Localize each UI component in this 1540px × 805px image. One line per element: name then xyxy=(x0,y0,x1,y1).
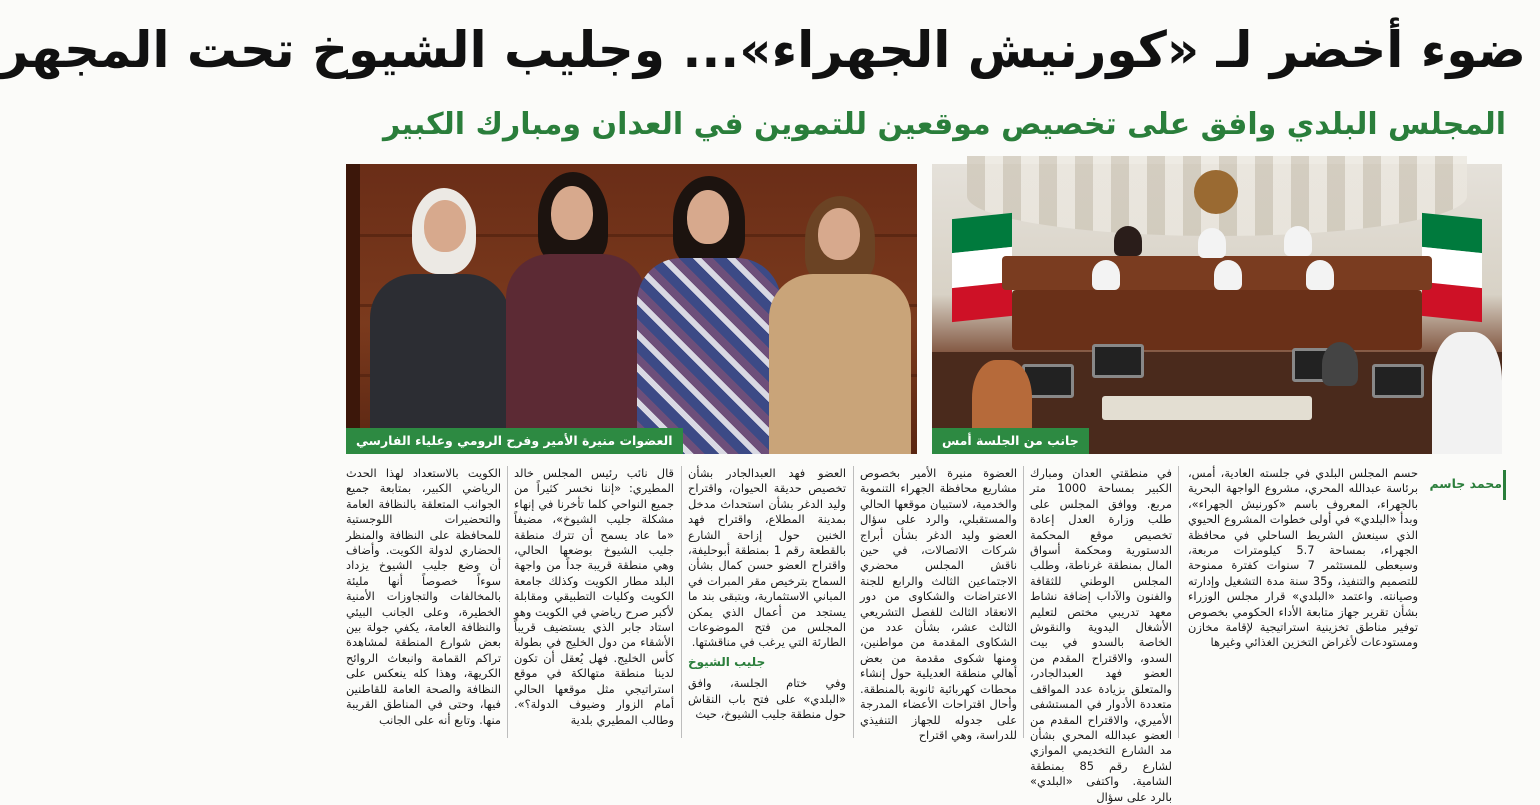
member-figure xyxy=(1198,228,1226,258)
photo-caption: العضوات منيرة الأمير وفرح الرومي وعلياء الفارسي xyxy=(346,428,683,454)
article-column-6: الكويت بالاستعداد لهذا الحدث الرياضي الكبير، بمتابعة جميع الجوانب المتعلقة بالنظافة العامة والتحضيرات اللوجستية للمحافظة على النظافة والمنظر الحضاري لدولة الكويت. وأضاف أن وضع جليب الشيوخ يزداد سوءاً خصوصاً أنها مليئة بالمخالفات والتجاوزات الأمنية الخطيرة، وعلى الجانب البيئي والنظافة العامة، يكفي جولة بين بعض شوارع المنطقة لمشاهدة تراكم القمامة وانبعاث الروائح الكريهة، وهذا كله ينعكس على النظافة والصحة العامة للقاطنين فيها، وحتى في المناطق القريبة منها. وتابع أنه على الجانب xyxy=(346,466,501,727)
article-column-3: العضوة منيرة الأمير بخصوص مشاريع محافظة الجهراء التنموية والخدمية، لاستبيان موقعها الحالي والمستقبلي، والرد على سؤال العضو وليد الدغر بشأن أبراج شركات الاتصالات، في حين ناقش المجلس محضري الاجتماعين الثالث والرابع للجنة الاعتراضات والشكاوى من دور الانعقاد الثالث للفصل التشريعي الثالث عشر، بشأن عدد من الشكاوى المقدمة من مواطنين، ومنها شكوى مقدمة من بعض أهالي منطقة العديلية حول إنشاء محطات كهربائية ثانوية بالمنطقة. وأحال اقتراحات الأعضاء المدرجة على جدوله للجهاز التنفيذي للدراسة، وهي اقتراح xyxy=(860,466,1017,742)
byline: محمد جاسم xyxy=(1429,476,1502,491)
person-figure xyxy=(631,164,781,454)
member-figure xyxy=(1284,226,1312,256)
person-figure xyxy=(761,164,911,454)
section-heading: جليب الشيوخ xyxy=(688,654,766,669)
person-figure xyxy=(496,164,646,454)
article-column-4 xyxy=(688,466,846,738)
person-figure xyxy=(360,174,510,454)
member-figure xyxy=(1306,260,1334,290)
article-column-1: حسم المجلس البلدي في جلسته العادية، أمس، برئاسة عبدالله المحري، مشروع الواجهة البحرية بالجهراء، المعروف باسم «كورنيش الجهراء»، وبدأ «البلدي» في أولى خطوات المشروع الحيوي الذي سينعش الشريط الساحلي في محافظة الجهراء، بمساحة 5.7 كيلومترات مربعة، وسيعطى للمستثمر 7 سنوات كفترة ممنوحة للتصميم والتنفيذ، و35 سنة مدة التشغيل وإدارته وصيانته. واعتمد «البلدي» قرار مجلس الوزراء بشأن تقرير جهاز متابعة الأداء الحكومي بخصوص توفير مناطق تخزينية استراتيجية لإقامة مخازن ومستودعات لأغراض التخزين الغذائي وغيرها xyxy=(1188,466,1418,650)
byline-rule xyxy=(1503,470,1506,500)
member-figure xyxy=(1114,226,1142,256)
photo-council-women xyxy=(346,164,917,454)
headline: ضوء أخضر لـ «كورنيش الجهراء»... وجليب الشيوخ تحت المجهر xyxy=(0,21,1526,79)
photo-caption: جانب من الجلسة أمس xyxy=(932,428,1089,454)
photo-council-session xyxy=(932,164,1502,454)
member-figure xyxy=(1092,260,1120,290)
article-column-5: قال نائب رئيس المجلس خالد المطيري: «إننا نخسر كثيراً من جميع النواحي كلما تأخرنا في إنهاء مشكلة جليب الشيوخ»، مضيفاً «ما عاد يسمح أن تترك منطقة جليب الشيوخ بوضعها الحالي، وهي منطقة قريبة جداً من واجهة البلد مطار الكويت وكذلك جامعة الكويت وكليات التطبيقي ومقابلة لأكبر صرح رياضي في الكويت وهو استاد جابر الذي يستضيف قريباً الأشقاء من دول الخليج في بطولة كأس الخليج. فهل يُعقل أن تكون لدينا منطقة متهالكة في موقع استراتيجي مثل موقعها الحالي أمام الزوار وضيوف الدولة؟». وطالب المطيري بلدية xyxy=(514,466,674,727)
article-text: وفي ختام الجلسة، وافق «البلدي» على فتح باب النقاش حول منطقة جليب الشيوخ، حيث xyxy=(688,676,846,722)
member-figure xyxy=(1214,260,1242,290)
article-text: العضو فهد العبدالجادر بشأن تخصيص حديقة الحيوان، واقتراح وليد الدغر بشأن استحداث مدخل بمدينة المطلاع، واقتراح فهد الخنين حول إزاحة الشارع بالقطعة رقم 1 بمنطقة أبوحليفة، واقتراح العضو حسن كمال بشأن السماح بترخيص مقر المبرات في المباني الاستثمارية، ويتبقى بند ما يستجد من أعمال الذي يمكن المجلس من فتح الموضوعات الطارئة التي يرغب في مناقشتها. xyxy=(688,466,846,650)
article-column-2: في منطقتي العدان ومبارك الكبير بمساحة 1000 متر مربع. ووافق المجلس على طلب وزارة العدل إعادة تخصيص موقع المحكمة الدستورية ومحكمة أسواق المال بمنطقة غرناطة، وطلب المجلس الوطني للثقافة والفنون والآداب إضافة نشاط معهد تدريبي مختص لتعليم الأشغال اليدوية والنقوش الخاصة بالسدو في بيت السدو، والاقتراح المقدم من العضو فهد العبدالجادر، والمتعلق بزيادة عدد المواقف متعددة الأدوار في المستشفى الأميري، والاقتراح المقدم من العضو عبدالله المحري بشأن مد الشارع التخديمي الموازي لشارع رقم 85 بمنطقة الشامية. واكتفى «البلدي» بالرد على سؤال xyxy=(1030,466,1173,804)
subheadline: المجلس البلدي وافق على تخصيص موقعين للتموين في العدان ومبارك الكبير xyxy=(382,107,1506,142)
